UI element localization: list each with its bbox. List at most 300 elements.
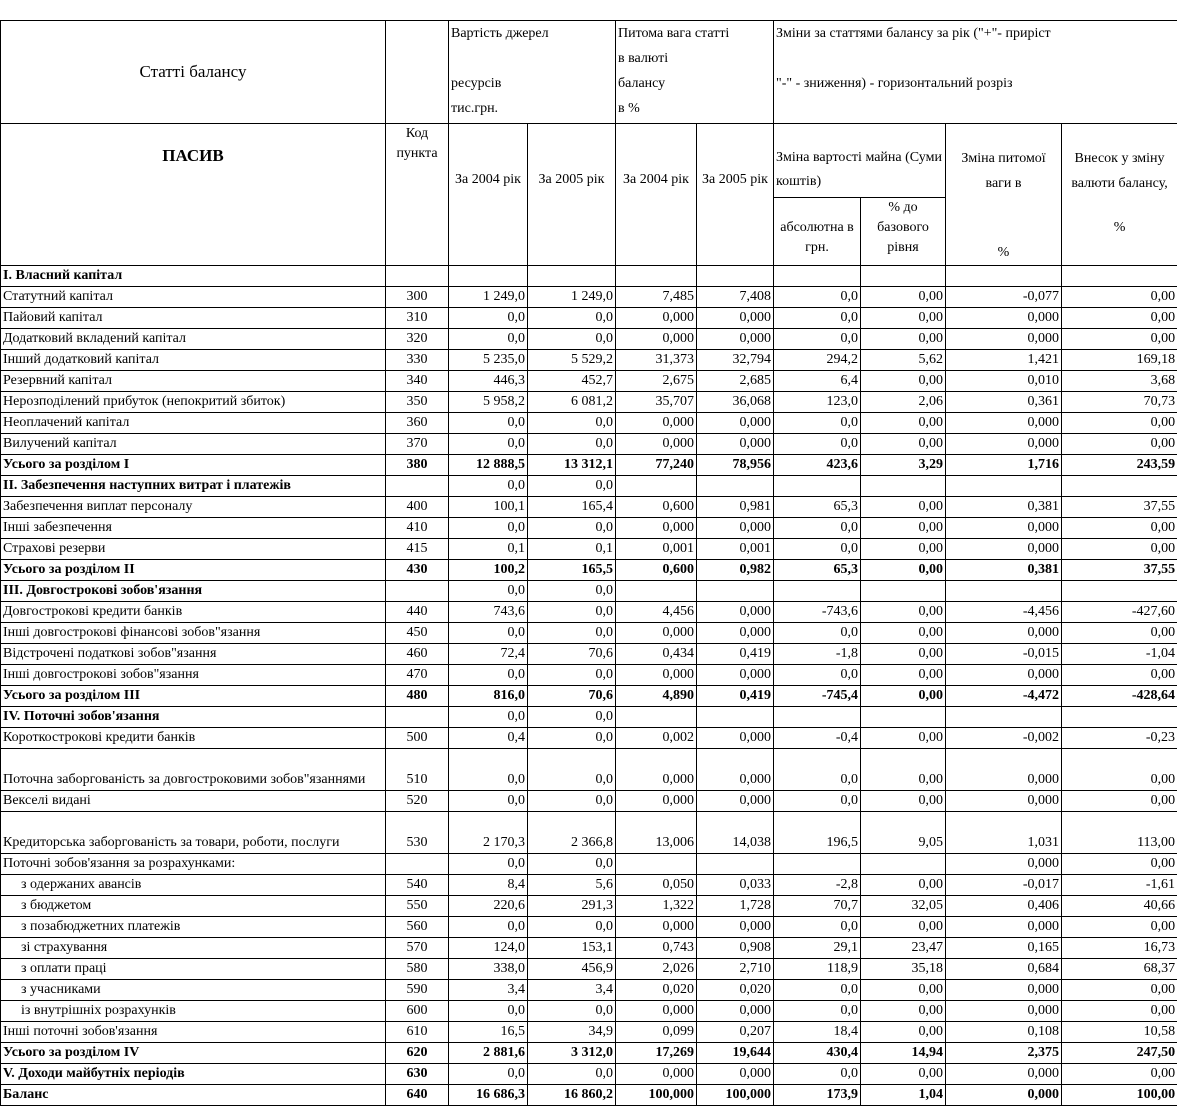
row-value-c1: 0,0 (449, 434, 528, 455)
row-code: 460 (386, 644, 449, 665)
row-value-c4: 19,644 (697, 1043, 774, 1064)
row-value-c1: 0,0 (449, 581, 528, 602)
row-name: Вилучений капітал (1, 434, 386, 455)
row-value-c4: 1,728 (697, 896, 774, 917)
row-value-c7: 0,381 (946, 560, 1062, 581)
row-value-c6: 0,00 (861, 917, 946, 938)
row-name: ІІ. Забезпечення наступних витрат і платежів (1, 476, 386, 497)
row-value-c7: 0,000 (946, 665, 1062, 686)
row-value-c5: 29,1 (774, 938, 861, 959)
row-value-c5: 0,0 (774, 917, 861, 938)
table-row (1, 875, 1177, 896)
row-name: Усього за розділом I (1, 455, 386, 476)
row-value-c1 (449, 266, 528, 287)
row-value-c7: 0,165 (946, 938, 1062, 959)
row-code: 480 (386, 686, 449, 707)
row-value-c5 (774, 476, 861, 497)
row-value-c4: 0,981 (697, 497, 774, 518)
row-value-c1: 0,0 (449, 707, 528, 728)
row-value-c8: 0,00 (1062, 791, 1177, 812)
row-value-c3: 0,600 (616, 497, 697, 518)
row-code: 590 (386, 980, 449, 1001)
row-code: 415 (386, 539, 449, 560)
row-code: 620 (386, 1043, 449, 1064)
row-value-c4: 0,419 (697, 686, 774, 707)
table-row (1, 581, 1177, 602)
row-value-c7 (946, 476, 1062, 497)
header-vnesok-pct: % (1113, 220, 1126, 235)
row-value-c7: 0,000 (946, 854, 1062, 875)
row-code: 320 (386, 329, 449, 350)
row-value-c2: 70,6 (528, 686, 616, 707)
header-vartist (449, 21, 616, 124)
header-pw-2004: За 2004 рік (616, 124, 697, 266)
row-value-c3: 0,000 (616, 791, 697, 812)
row-value-c5: 0,0 (774, 749, 861, 791)
row-name: Інші довгострокові зобов"язання (1, 665, 386, 686)
row-value-c5: 0,0 (774, 665, 861, 686)
row-value-c4 (697, 854, 774, 875)
row-value-c4: 0,000 (697, 917, 774, 938)
row-value-c7 (946, 266, 1062, 287)
row-value-c3: 77,240 (616, 455, 697, 476)
row-value-c4: 0,000 (697, 434, 774, 455)
row-name: Баланс (1, 1085, 386, 1106)
row-value-c2: 0,0 (528, 476, 616, 497)
row-value-c1: 100,2 (449, 560, 528, 581)
row-value-c5: -1,8 (774, 644, 861, 665)
table-row (1, 917, 1177, 938)
row-value-c5 (774, 707, 861, 728)
row-value-c7: -0,015 (946, 644, 1062, 665)
row-name: Короткострокові кредити банків (1, 728, 386, 749)
row-value-c1: 0,0 (449, 665, 528, 686)
row-value-c6: 0,00 (861, 1022, 946, 1043)
row-value-c6: 0,00 (861, 308, 946, 329)
table-row (1, 707, 1177, 728)
row-value-c4: 100,000 (697, 1085, 774, 1106)
row-value-c2: 456,9 (528, 959, 616, 980)
row-value-c7: -0,002 (946, 728, 1062, 749)
row-value-c6: 0,00 (861, 539, 946, 560)
row-value-c5: 0,0 (774, 413, 861, 434)
row-value-c1: 220,6 (449, 896, 528, 917)
table-row (1, 749, 1177, 791)
row-value-c7: 0,381 (946, 497, 1062, 518)
row-value-c8: -428,64 (1062, 686, 1177, 707)
row-name: з бюджетом (1, 896, 386, 917)
header-vidsotok-bazovoho: % до базового рівня (861, 198, 946, 266)
row-name: з учасниками (1, 980, 386, 1001)
table-row (1, 665, 1177, 686)
row-name: IV. Поточні зобов'язання (1, 707, 386, 728)
row-value-c1: 16 686,3 (449, 1085, 528, 1106)
table-row (1, 266, 1177, 287)
row-value-c5: 0,0 (774, 1064, 861, 1085)
row-value-c5: 6,4 (774, 371, 861, 392)
row-name: ІІІ. Довгострокові зобов'язання (1, 581, 386, 602)
row-value-c5: 0,0 (774, 518, 861, 539)
row-value-c1: 743,6 (449, 602, 528, 623)
table-row (1, 287, 1177, 308)
row-value-c1: 0,0 (449, 791, 528, 812)
table-row (1, 1022, 1177, 1043)
row-value-c1: 16,5 (449, 1022, 528, 1043)
row-code: 350 (386, 392, 449, 413)
table-row (1, 455, 1177, 476)
row-value-c1: 0,0 (449, 1001, 528, 1022)
header-pytoma-line2: в валюті (618, 51, 669, 66)
row-value-c6 (861, 707, 946, 728)
row-value-c2: 0,0 (528, 854, 616, 875)
row-value-c2: 1 249,0 (528, 287, 616, 308)
row-value-c3 (616, 266, 697, 287)
row-code: 610 (386, 1022, 449, 1043)
row-value-c3: 0,099 (616, 1022, 697, 1043)
row-value-c2: 70,6 (528, 644, 616, 665)
row-value-c8: 3,68 (1062, 371, 1177, 392)
row-value-c8: 0,00 (1062, 413, 1177, 434)
row-code: 370 (386, 434, 449, 455)
row-code: 440 (386, 602, 449, 623)
row-value-c8: 40,66 (1062, 896, 1177, 917)
row-name: Страхові резерви (1, 539, 386, 560)
row-value-c3: 0,000 (616, 434, 697, 455)
row-value-c1: 5 958,2 (449, 392, 528, 413)
row-value-c5: 65,3 (774, 560, 861, 581)
table-row (1, 644, 1177, 665)
row-value-c3: 0,000 (616, 1064, 697, 1085)
row-value-c3: 13,006 (616, 812, 697, 854)
row-value-c1: 12 888,5 (449, 455, 528, 476)
row-name: Усього за розділом II (1, 560, 386, 581)
row-code: 360 (386, 413, 449, 434)
row-value-c5: 196,5 (774, 812, 861, 854)
row-value-c2: 0,0 (528, 1001, 616, 1022)
row-value-c8: 243,59 (1062, 455, 1177, 476)
row-value-c3: 0,434 (616, 644, 697, 665)
row-value-c3: 0,000 (616, 518, 697, 539)
row-value-c5 (774, 266, 861, 287)
row-value-c7: 0,000 (946, 308, 1062, 329)
row-value-c6: 0,00 (861, 1064, 946, 1085)
row-value-c5: 118,9 (774, 959, 861, 980)
row-value-c6: 3,29 (861, 455, 946, 476)
row-value-c8: 0,00 (1062, 518, 1177, 539)
row-name: із внутрішніх розрахунків (1, 1001, 386, 1022)
row-name: Інші забезпечення (1, 518, 386, 539)
row-code: 520 (386, 791, 449, 812)
row-value-c7: -4,456 (946, 602, 1062, 623)
row-value-c3: 0,000 (616, 749, 697, 791)
row-value-c2: 291,3 (528, 896, 616, 917)
row-value-c1: 446,3 (449, 371, 528, 392)
row-value-c3: 7,485 (616, 287, 697, 308)
row-value-c4: 0,000 (697, 413, 774, 434)
row-name: І. Власний капітал (1, 266, 386, 287)
row-name: зі страхування (1, 938, 386, 959)
row-value-c4: 14,038 (697, 812, 774, 854)
row-value-c2: 5 529,2 (528, 350, 616, 371)
row-name: Інші поточні зобов'язання (1, 1022, 386, 1043)
header-kod-punkta: Код пункта (386, 124, 449, 266)
row-code (386, 476, 449, 497)
row-value-c5: 0,0 (774, 1001, 861, 1022)
row-name: Додатковий вкладений капітал (1, 329, 386, 350)
row-value-c6: 23,47 (861, 938, 946, 959)
row-value-c8: 0,00 (1062, 665, 1177, 686)
row-value-c4: 78,956 (697, 455, 774, 476)
header-vartist-line2: ресурсів (451, 76, 502, 91)
row-name: Статутний капітал (1, 287, 386, 308)
row-value-c8: 247,50 (1062, 1043, 1177, 1064)
row-name: Поточна заборгованість за довгостроковими зобов"язаннями (1, 749, 386, 791)
row-value-c8: 16,73 (1062, 938, 1177, 959)
row-value-c2: 0,0 (528, 308, 616, 329)
row-value-c4: 0,000 (697, 1001, 774, 1022)
row-value-c4: 2,685 (697, 371, 774, 392)
row-value-c4: 0,908 (697, 938, 774, 959)
table-row (1, 980, 1177, 1001)
row-value-c3: 0,000 (616, 665, 697, 686)
row-value-c2: 0,0 (528, 1064, 616, 1085)
row-name: Неоплачений капітал (1, 413, 386, 434)
row-value-c6: 0,00 (861, 728, 946, 749)
row-value-c7: 0,000 (946, 539, 1062, 560)
table-row (1, 1064, 1177, 1085)
header-vnesok (1062, 124, 1177, 266)
row-value-c8: 37,55 (1062, 497, 1177, 518)
header-zmina-pytomoi (946, 124, 1062, 266)
row-value-c4: 0,000 (697, 329, 774, 350)
header-vartist-line3: тис.грн. (451, 101, 499, 116)
row-value-c6: 5,62 (861, 350, 946, 371)
header-pytoma (616, 21, 774, 124)
table-row (1, 1085, 1177, 1106)
row-value-c4: 0,001 (697, 539, 774, 560)
row-value-c6: 0,00 (861, 413, 946, 434)
row-value-c1: 0,0 (449, 749, 528, 791)
table-row (1, 350, 1177, 371)
row-value-c2: 16 860,2 (528, 1085, 616, 1106)
row-value-c7: 0,000 (946, 1001, 1062, 1022)
header-pytoma-line3: балансу (618, 76, 666, 91)
row-value-c4: 0,419 (697, 644, 774, 665)
row-value-c1: 0,0 (449, 329, 528, 350)
row-value-c1: 0,0 (449, 1064, 528, 1085)
row-value-c7: -0,017 (946, 875, 1062, 896)
row-name: Поточні зобов'язання за розрахунками: (1, 854, 386, 875)
row-value-c3: 0,000 (616, 917, 697, 938)
row-value-c6: 0,00 (861, 686, 946, 707)
row-value-c7: 0,000 (946, 917, 1062, 938)
table-row (1, 308, 1177, 329)
header-zminy (774, 21, 1177, 124)
row-value-c6: 0,00 (861, 980, 946, 1001)
header-vnesok-text: Внесок у зміну валюти балансу, (1071, 151, 1168, 191)
row-value-c4: 0,000 (697, 728, 774, 749)
row-name: Відстрочені податкові зобов"язання (1, 644, 386, 665)
header-za-2004: За 2004 рік (449, 124, 528, 266)
row-value-c7: 1,716 (946, 455, 1062, 476)
row-value-c8 (1062, 476, 1177, 497)
balance-table (0, 20, 1177, 1106)
table-row (1, 959, 1177, 980)
row-value-c8: 68,37 (1062, 959, 1177, 980)
row-value-c1: 816,0 (449, 686, 528, 707)
row-value-c4: 32,794 (697, 350, 774, 371)
row-value-c1: 3,4 (449, 980, 528, 1001)
table-row (1, 539, 1177, 560)
row-value-c2: 0,0 (528, 602, 616, 623)
row-value-c1: 0,0 (449, 854, 528, 875)
row-value-c3: 31,373 (616, 350, 697, 371)
row-value-c7: 0,000 (946, 623, 1062, 644)
header-pasyv: ПАСИВ (1, 124, 386, 266)
header-absolyutna: абсолютна в грн. (774, 198, 861, 266)
row-code: 380 (386, 455, 449, 476)
row-name: з одержаних авансів (1, 875, 386, 896)
table-row (1, 371, 1177, 392)
row-value-c7: 0,000 (946, 1064, 1062, 1085)
row-value-c2: 6 081,2 (528, 392, 616, 413)
row-name: V. Доходи майбутніх періодів (1, 1064, 386, 1085)
row-code: 470 (386, 665, 449, 686)
row-name: Усього за розділом IV (1, 1043, 386, 1064)
row-value-c7: 0,000 (946, 980, 1062, 1001)
header-pytoma-line4: в % (618, 101, 640, 116)
table-row (1, 1001, 1177, 1022)
row-value-c3 (616, 581, 697, 602)
row-name: з оплати праці (1, 959, 386, 980)
row-value-c3: 0,000 (616, 623, 697, 644)
row-value-c6: 0,00 (861, 749, 946, 791)
row-code: 600 (386, 1001, 449, 1022)
row-value-c3: 4,456 (616, 602, 697, 623)
header-zmina-pytomoi-pct: % (997, 245, 1010, 260)
row-value-c5: 0,0 (774, 623, 861, 644)
header-empty (386, 21, 449, 124)
row-value-c3: 0,600 (616, 560, 697, 581)
row-value-c8: 0,00 (1062, 287, 1177, 308)
row-name: Довгострокові кредити банків (1, 602, 386, 623)
row-value-c3: 4,890 (616, 686, 697, 707)
row-value-c6: 32,05 (861, 896, 946, 917)
row-value-c6: 0,00 (861, 875, 946, 896)
row-code: 530 (386, 812, 449, 854)
row-value-c5: 294,2 (774, 350, 861, 371)
row-value-c4 (697, 266, 774, 287)
row-value-c2: 0,1 (528, 539, 616, 560)
row-value-c2: 0,0 (528, 791, 616, 812)
table-row (1, 413, 1177, 434)
row-value-c8: 0,00 (1062, 434, 1177, 455)
row-value-c6: 1,04 (861, 1085, 946, 1106)
row-code: 580 (386, 959, 449, 980)
row-value-c1: 0,0 (449, 518, 528, 539)
row-name: Пайовий капітал (1, 308, 386, 329)
row-value-c4 (697, 707, 774, 728)
row-code: 340 (386, 371, 449, 392)
row-value-c6: 0,00 (861, 371, 946, 392)
row-value-c5: 0,0 (774, 980, 861, 1001)
row-value-c1: 0,0 (449, 476, 528, 497)
table-row (1, 329, 1177, 350)
row-value-c2: 0,0 (528, 728, 616, 749)
row-value-c1: 124,0 (449, 938, 528, 959)
row-name: Векселі видані (1, 791, 386, 812)
row-value-c7: 0,000 (946, 518, 1062, 539)
table-row (1, 392, 1177, 413)
row-name: Забезпечення виплат персоналу (1, 497, 386, 518)
header-vartist-line1: Вартість джерел (451, 26, 549, 41)
row-value-c4: 0,000 (697, 623, 774, 644)
table-row (1, 728, 1177, 749)
row-name: Усього за розділом III (1, 686, 386, 707)
row-value-c6 (861, 266, 946, 287)
row-value-c5 (774, 581, 861, 602)
row-value-c7: 0,000 (946, 434, 1062, 455)
row-value-c2: 34,9 (528, 1022, 616, 1043)
row-value-c3: 35,707 (616, 392, 697, 413)
row-value-c3 (616, 854, 697, 875)
row-code: 560 (386, 917, 449, 938)
row-value-c8: 70,73 (1062, 392, 1177, 413)
row-value-c7: -4,472 (946, 686, 1062, 707)
row-value-c2: 0,0 (528, 665, 616, 686)
row-value-c1: 100,1 (449, 497, 528, 518)
row-value-c5: 0,0 (774, 434, 861, 455)
header-zmina-vartosti: Зміна вартості майна (Суми коштів) (774, 124, 946, 198)
row-name: Кредиторська заборгованість за товари, роботи, послуги (1, 812, 386, 854)
row-value-c5: 0,0 (774, 539, 861, 560)
row-value-c3: 0,000 (616, 1001, 697, 1022)
row-value-c4 (697, 581, 774, 602)
row-value-c6 (861, 581, 946, 602)
row-value-c4: 0,000 (697, 665, 774, 686)
row-value-c5: 430,4 (774, 1043, 861, 1064)
row-value-c7: 1,031 (946, 812, 1062, 854)
row-name: Нерозподілений прибуток (непокритий збиток) (1, 392, 386, 413)
row-value-c3: 0,743 (616, 938, 697, 959)
row-value-c3 (616, 707, 697, 728)
row-value-c2: 5,6 (528, 875, 616, 896)
row-code: 300 (386, 287, 449, 308)
row-value-c3: 17,269 (616, 1043, 697, 1064)
row-value-c4: 2,710 (697, 959, 774, 980)
row-value-c3: 2,026 (616, 959, 697, 980)
row-value-c3: 0,000 (616, 329, 697, 350)
row-value-c1: 0,0 (449, 917, 528, 938)
row-code: 310 (386, 308, 449, 329)
row-value-c7: 0,361 (946, 392, 1062, 413)
row-code: 330 (386, 350, 449, 371)
row-code: 550 (386, 896, 449, 917)
row-code: 640 (386, 1085, 449, 1106)
row-value-c8: 169,18 (1062, 350, 1177, 371)
row-value-c2: 2 366,8 (528, 812, 616, 854)
row-value-c7: 0,000 (946, 749, 1062, 791)
table-row (1, 497, 1177, 518)
row-value-c6: 0,00 (861, 560, 946, 581)
table-row (1, 560, 1177, 581)
table-row (1, 518, 1177, 539)
row-value-c3: 2,675 (616, 371, 697, 392)
table-row (1, 1043, 1177, 1064)
row-value-c4: 0,000 (697, 749, 774, 791)
row-value-c4: 0,020 (697, 980, 774, 1001)
row-value-c7: 0,000 (946, 1085, 1062, 1106)
